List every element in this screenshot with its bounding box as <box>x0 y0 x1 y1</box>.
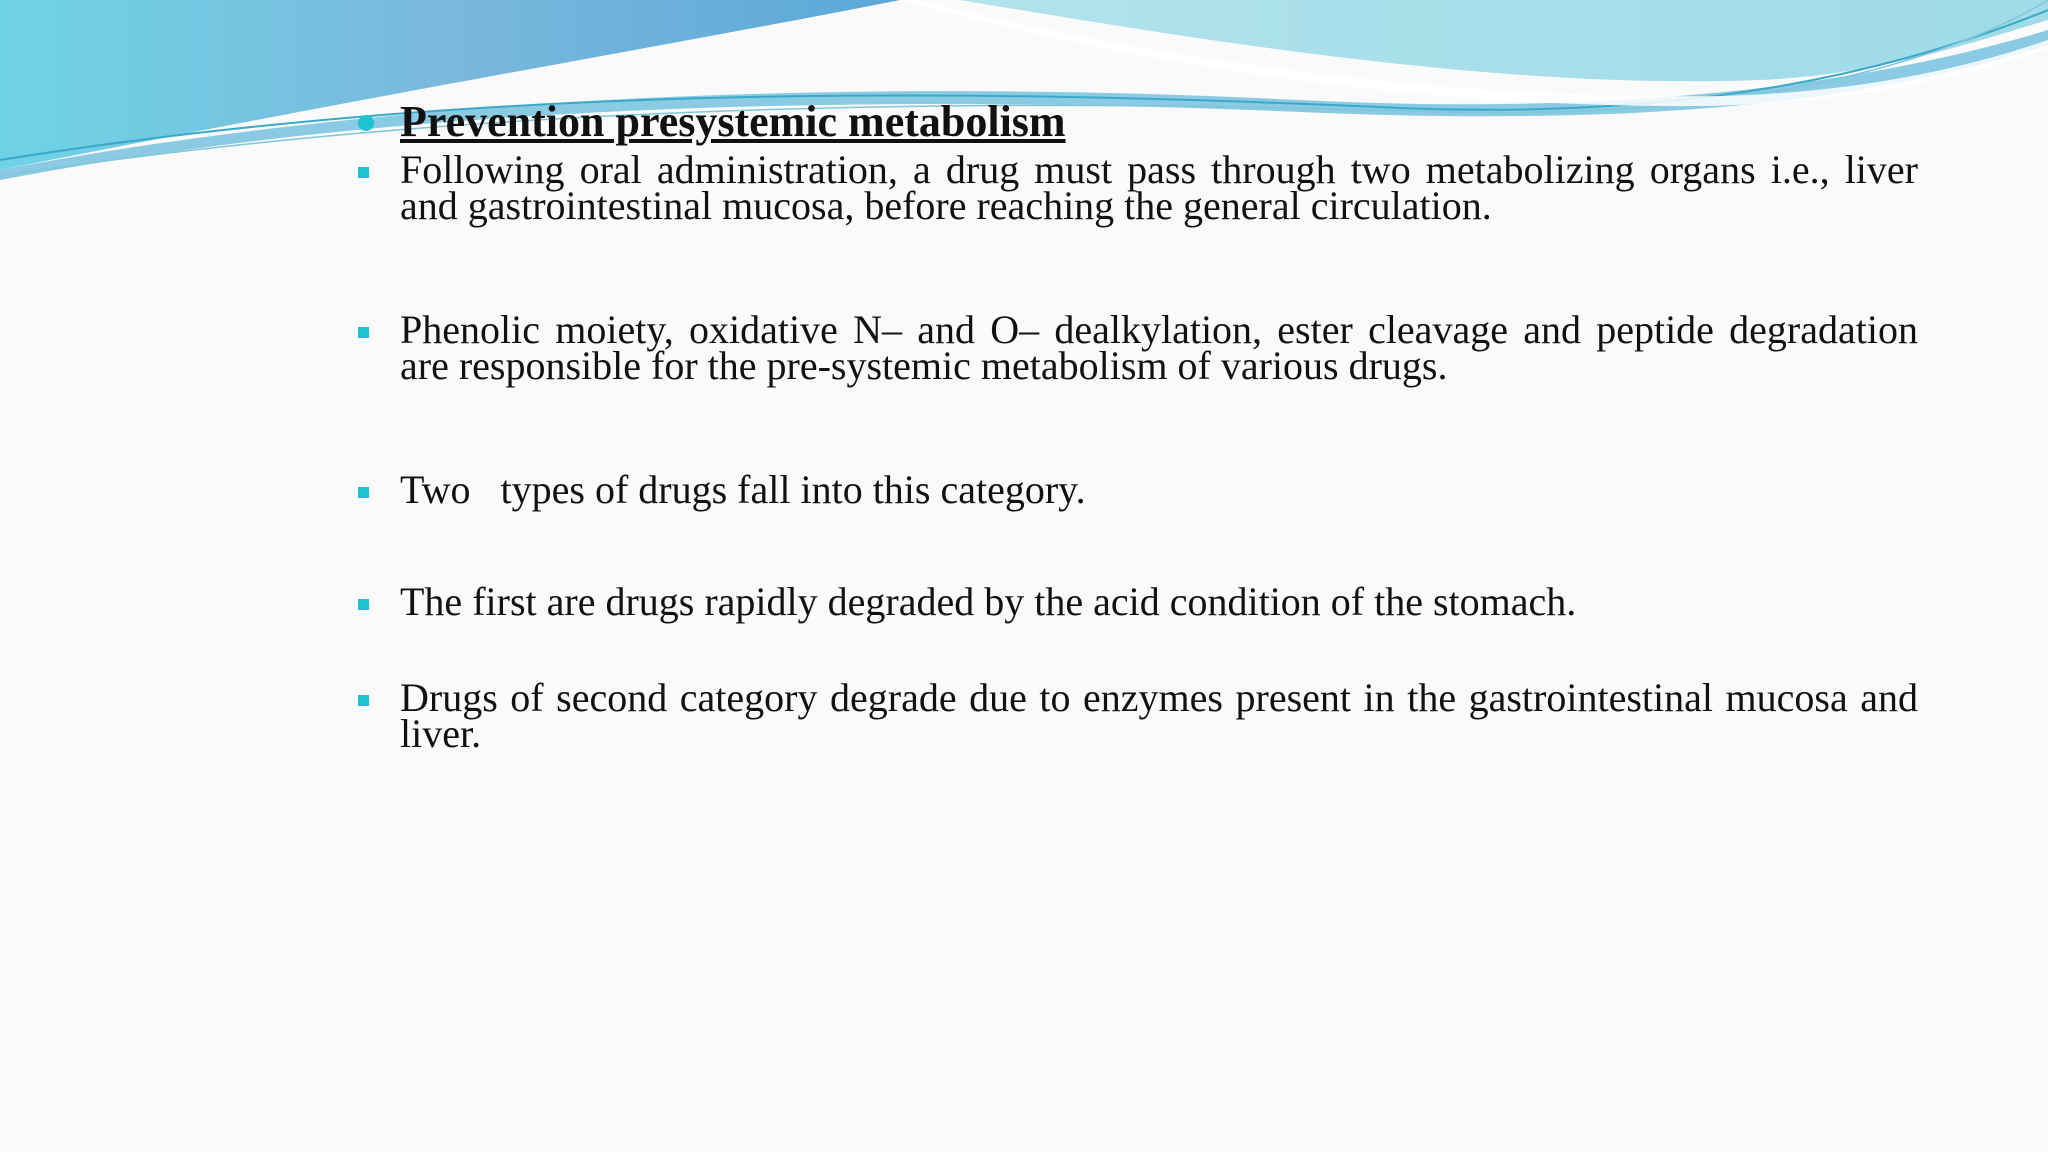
bullet-text: Phenolic moiety, oxidative N– and O– dealkylation, ester cleavage and peptide degradation are responsible for the pre-systemic metabolism of various drugs. <box>400 307 1918 389</box>
bullet-text: Two types of drugs fall into this category. <box>400 467 1086 513</box>
square-bullet-icon <box>358 599 369 610</box>
bullet-item <box>352 147 1918 229</box>
bullet-text: Following oral administration, a drug must pass through two metabolizing organs i.e., liver and gastrointestinal mucosa, before reaching the general circulation. <box>400 147 1918 229</box>
slide-title: Prevention presystemic metabolism <box>400 97 1066 146</box>
square-bullet-icon <box>358 167 369 178</box>
circle-bullet-icon <box>358 115 374 131</box>
bullet-text: Drugs of second category degrade due to enzymes present in the gastrointestinal mucosa and liver. <box>400 675 1918 757</box>
square-bullet-icon <box>358 695 369 706</box>
title-item <box>352 98 1918 146</box>
slide-content <box>352 97 1918 757</box>
square-bullet-icon <box>358 487 369 498</box>
bullet-item <box>352 579 1918 625</box>
bullet-text: The first are drugs rapidly degraded by the acid condition of the stomach. <box>400 579 1577 625</box>
bullet-item <box>352 467 1918 513</box>
bullet-item <box>352 675 1918 757</box>
square-bullet-icon <box>358 327 369 338</box>
bullet-item <box>352 307 1918 389</box>
